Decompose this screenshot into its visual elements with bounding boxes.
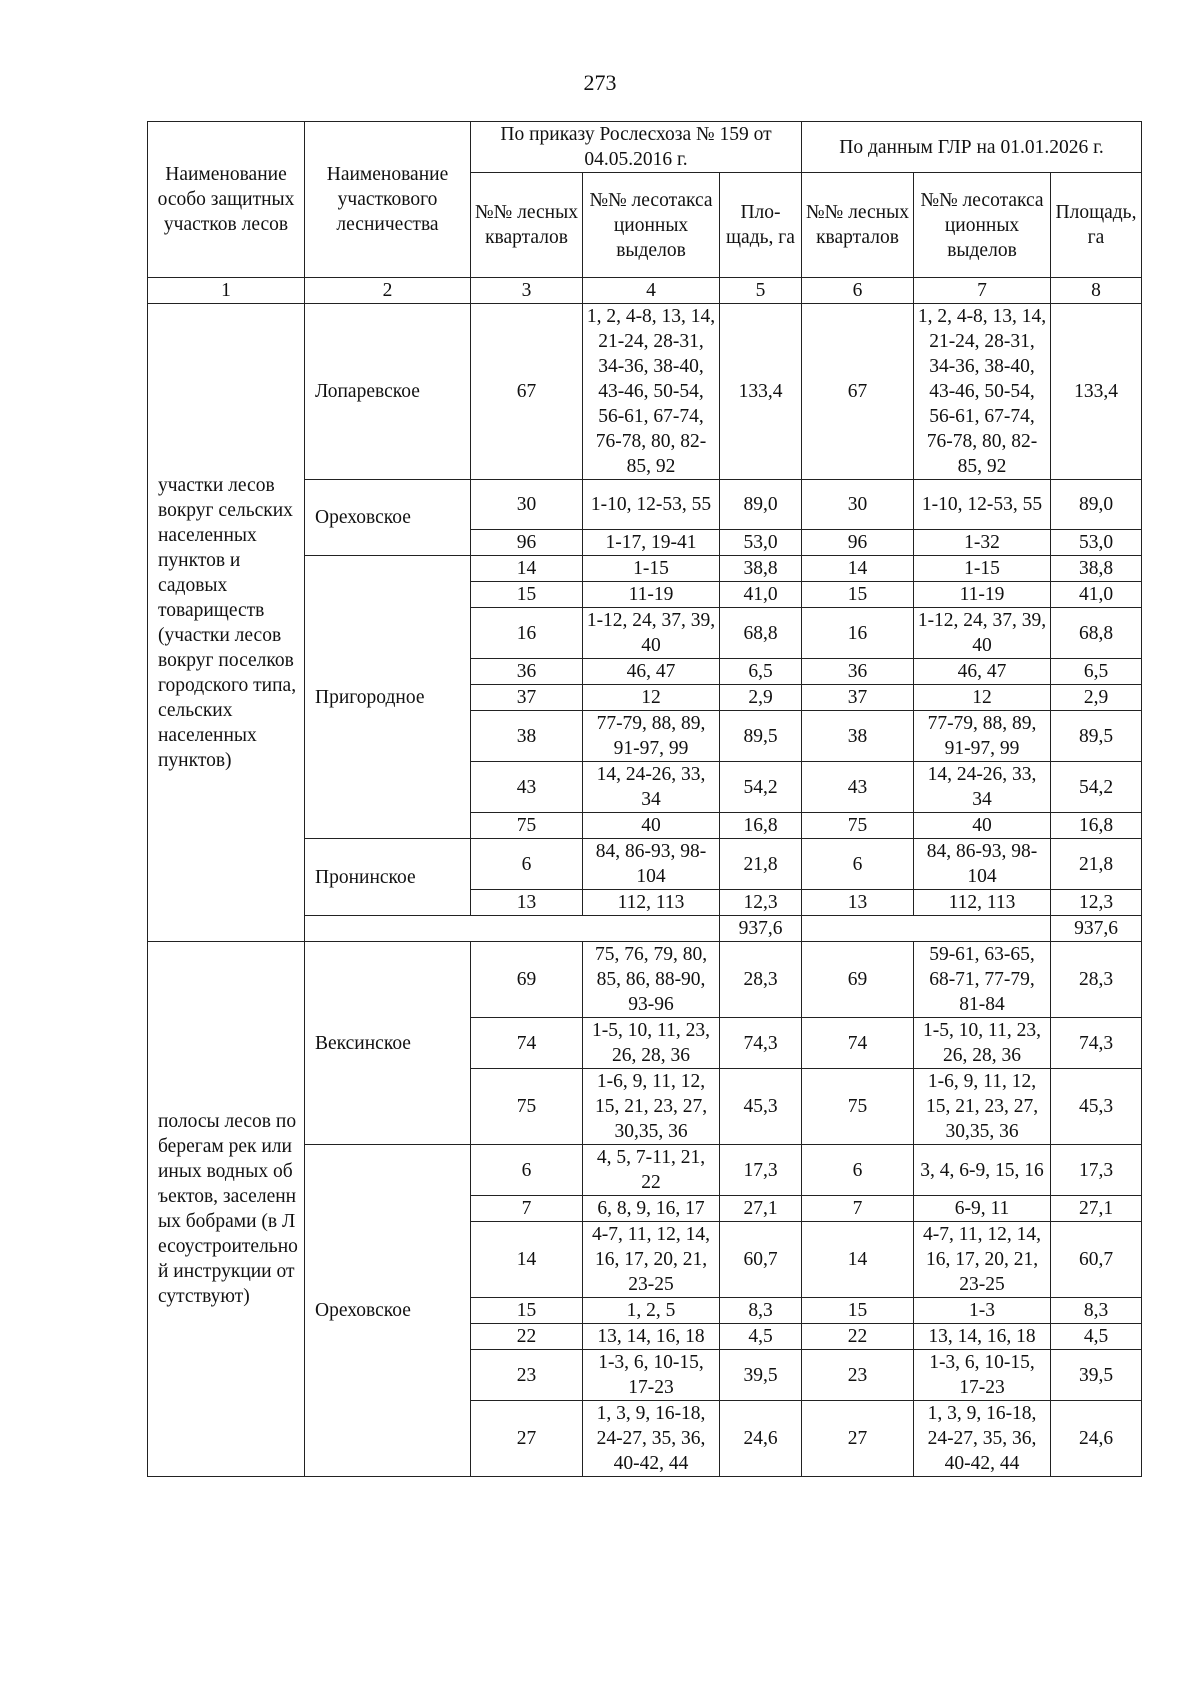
units-cell: 1-10, 12-53, 55: [914, 480, 1051, 530]
area-cell: 8,3: [1051, 1298, 1142, 1324]
area-cell: 41,0: [720, 582, 802, 608]
category-cell: полосы лесов по берегам рек или иных водных объектов, заселенных бобрами (в Лесоустроительной инструкции отсутствуют): [148, 942, 305, 1477]
quarter-cell: 37: [471, 685, 583, 711]
units-cell: 4-7, 11, 12, 14, 16, 17, 20, 21, 23-25: [583, 1222, 720, 1298]
units-cell: 1-5, 10, 11, 23, 26, 28, 36: [583, 1018, 720, 1069]
quarter-cell: 7: [471, 1196, 583, 1222]
area-cell: 60,7: [1051, 1222, 1142, 1298]
total-empty: [305, 916, 720, 942]
quarter-cell: 13: [471, 890, 583, 916]
quarter-cell: 6: [802, 1145, 914, 1196]
units-cell: 1-3, 6, 10-15, 17-23: [914, 1350, 1051, 1401]
header-group-order: По приказу Рослесхоза № 159 от 04.05.2016 г.: [471, 122, 802, 173]
units-cell: 12: [583, 685, 720, 711]
total-area-2: 937,6: [1051, 916, 1142, 942]
area-cell: 12,3: [720, 890, 802, 916]
area-cell: 39,5: [1051, 1350, 1142, 1401]
col-number: 6: [802, 278, 914, 304]
quarter-cell: 74: [471, 1018, 583, 1069]
quarter-cell: 6: [802, 839, 914, 890]
units-cell: 14, 24-26, 33, 34: [583, 762, 720, 813]
area-cell: 28,3: [720, 942, 802, 1018]
area-cell: 133,4: [720, 304, 802, 480]
area-cell: 27,1: [1051, 1196, 1142, 1222]
area-cell: 16,8: [1051, 813, 1142, 839]
units-cell: 84, 86-93, 98-104: [914, 839, 1051, 890]
quarter-cell: 30: [802, 480, 914, 530]
col-number: 4: [583, 278, 720, 304]
units-cell: 4-7, 11, 12, 14, 16, 17, 20, 21, 23-25: [914, 1222, 1051, 1298]
area-cell: 45,3: [1051, 1069, 1142, 1145]
quarter-cell: 15: [471, 582, 583, 608]
header-units-2: №№ лесотакса ционных выделов: [914, 173, 1051, 278]
units-cell: 14, 24-26, 33, 34: [914, 762, 1051, 813]
quarter-cell: 22: [471, 1324, 583, 1350]
forestry-cell: Вексинское: [305, 942, 471, 1145]
area-cell: 4,5: [720, 1324, 802, 1350]
total-area-1: 937,6: [720, 916, 802, 942]
table-row: [148, 942, 1142, 1018]
area-cell: 17,3: [1051, 1145, 1142, 1196]
area-cell: 89,0: [1051, 480, 1142, 530]
units-cell: 1-5, 10, 11, 23, 26, 28, 36: [914, 1018, 1051, 1069]
units-cell: 1, 3, 9, 16-18, 24-27, 35, 36, 40-42, 44: [914, 1401, 1051, 1477]
area-cell: 27,1: [720, 1196, 802, 1222]
quarter-cell: 16: [802, 608, 914, 659]
area-cell: 68,8: [720, 608, 802, 659]
units-cell: 112, 113: [583, 890, 720, 916]
quarter-cell: 75: [802, 813, 914, 839]
quarter-cell: 14: [471, 1222, 583, 1298]
total-empty: [802, 916, 1051, 942]
col-number: 5: [720, 278, 802, 304]
area-cell: 54,2: [1051, 762, 1142, 813]
quarter-cell: 6: [471, 1145, 583, 1196]
area-cell: 89,0: [720, 480, 802, 530]
quarter-cell: 36: [802, 659, 914, 685]
area-cell: 21,8: [720, 839, 802, 890]
quarter-cell: 16: [471, 608, 583, 659]
quarter-cell: 27: [471, 1401, 583, 1477]
area-cell: 89,5: [720, 711, 802, 762]
units-cell: 1, 3, 9, 16-18, 24-27, 35, 36, 40-42, 44: [583, 1401, 720, 1477]
units-cell: 1-15: [914, 556, 1051, 582]
area-cell: 74,3: [1051, 1018, 1142, 1069]
area-cell: 6,5: [1051, 659, 1142, 685]
forestry-cell: Ореховское: [305, 1145, 471, 1477]
area-cell: 45,3: [720, 1069, 802, 1145]
units-cell: 1, 2, 4-8, 13, 14, 21-24, 28-31, 34-36, 38-40, 43-46, 50-54, 56-61, 67-74, 76-78, 80, 82-85, 92: [914, 304, 1051, 480]
quarter-cell: 75: [802, 1069, 914, 1145]
quarter-cell: 13: [802, 890, 914, 916]
header-group-glr: По данным ГЛР на 01.01.2026 г.: [802, 122, 1142, 173]
quarter-cell: 36: [471, 659, 583, 685]
quarter-cell: 14: [802, 1222, 914, 1298]
units-cell: 1-6, 9, 11, 12, 15, 21, 23, 27, 30,35, 36: [583, 1069, 720, 1145]
table-row: [148, 304, 1142, 480]
area-cell: 89,5: [1051, 711, 1142, 762]
area-cell: 38,8: [720, 556, 802, 582]
category-cell: участки лесов вокруг сельских населенных пунктов и садовых товариществ (участки лесов вокруг поселков городского типа, сельских населенных пунктов): [148, 304, 305, 942]
units-cell: 112, 113: [914, 890, 1051, 916]
area-cell: 4,5: [1051, 1324, 1142, 1350]
units-cell: 11-19: [914, 582, 1051, 608]
units-cell: 46, 47: [583, 659, 720, 685]
area-cell: 24,6: [1051, 1401, 1142, 1477]
quarter-cell: 38: [802, 711, 914, 762]
header-category: Наименование особо защитных участков лесов: [148, 122, 305, 278]
quarter-cell: 74: [802, 1018, 914, 1069]
area-cell: 39,5: [720, 1350, 802, 1401]
quarter-cell: 69: [802, 942, 914, 1018]
forestry-cell: Лопаревское: [305, 304, 471, 480]
quarter-cell: 37: [802, 685, 914, 711]
col-number: 8: [1051, 278, 1142, 304]
area-cell: 53,0: [720, 530, 802, 556]
units-cell: 1-17, 19-41: [583, 530, 720, 556]
units-cell: 6-9, 11: [914, 1196, 1051, 1222]
area-cell: 54,2: [720, 762, 802, 813]
quarter-cell: 75: [471, 1069, 583, 1145]
units-cell: 6, 8, 9, 16, 17: [583, 1196, 720, 1222]
quarter-cell: 96: [471, 530, 583, 556]
units-cell: 1-3: [914, 1298, 1051, 1324]
units-cell: 77-79, 88, 89, 91-97, 99: [914, 711, 1051, 762]
col-number: 2: [305, 278, 471, 304]
forestry-cell: Пригородное: [305, 556, 471, 839]
quarter-cell: 67: [802, 304, 914, 480]
units-cell: 1-10, 12-53, 55: [583, 480, 720, 530]
quarter-cell: 38: [471, 711, 583, 762]
units-cell: 40: [914, 813, 1051, 839]
area-cell: 2,9: [1051, 685, 1142, 711]
col-number: 3: [471, 278, 583, 304]
units-cell: 1-6, 9, 11, 12, 15, 21, 23, 27, 30,35, 36: [914, 1069, 1051, 1145]
quarter-cell: 23: [471, 1350, 583, 1401]
area-cell: 16,8: [720, 813, 802, 839]
quarter-cell: 7: [802, 1196, 914, 1222]
units-cell: 11-19: [583, 582, 720, 608]
units-cell: 40: [583, 813, 720, 839]
area-cell: 38,8: [1051, 556, 1142, 582]
area-cell: 17,3: [720, 1145, 802, 1196]
units-cell: 1, 2, 4-8, 13, 14, 21-24, 28-31, 34-36, 38-40, 43-46, 50-54, 56-61, 67-74, 76-78, 80, 82-85, 92: [583, 304, 720, 480]
units-cell: 1-12, 24, 37, 39, 40: [583, 608, 720, 659]
units-cell: 12: [914, 685, 1051, 711]
quarter-cell: 43: [802, 762, 914, 813]
quarter-cell: 96: [802, 530, 914, 556]
area-cell: 21,8: [1051, 839, 1142, 890]
units-cell: 3, 4, 6-9, 15, 16: [914, 1145, 1051, 1196]
forestry-cell: Ореховское: [305, 480, 471, 556]
header-area-2: Площадь, га: [1051, 173, 1142, 278]
quarter-cell: 23: [802, 1350, 914, 1401]
units-cell: 84, 86-93, 98-104: [583, 839, 720, 890]
units-cell: 75, 76, 79, 80, 85, 86, 88-90, 93-96: [583, 942, 720, 1018]
area-cell: 68,8: [1051, 608, 1142, 659]
quarter-cell: 43: [471, 762, 583, 813]
area-cell: 53,0: [1051, 530, 1142, 556]
quarter-cell: 6: [471, 839, 583, 890]
units-cell: 59-61, 63-65, 68-71, 77-79, 81-84: [914, 942, 1051, 1018]
units-cell: 13, 14, 16, 18: [914, 1324, 1051, 1350]
quarter-cell: 15: [471, 1298, 583, 1324]
area-cell: 12,3: [1051, 890, 1142, 916]
quarter-cell: 14: [471, 556, 583, 582]
header-area-1: Пло-щадь, га: [720, 173, 802, 278]
quarter-cell: 15: [802, 582, 914, 608]
quarter-cell: 30: [471, 480, 583, 530]
header-quarters-2: №№ лесных кварталов: [802, 173, 914, 278]
units-cell: 77-79, 88, 89, 91-97, 99: [583, 711, 720, 762]
quarter-cell: 67: [471, 304, 583, 480]
area-cell: 60,7: [720, 1222, 802, 1298]
quarter-cell: 27: [802, 1401, 914, 1477]
quarter-cell: 69: [471, 942, 583, 1018]
area-cell: 2,9: [720, 685, 802, 711]
units-cell: 1-32: [914, 530, 1051, 556]
quarter-cell: 15: [802, 1298, 914, 1324]
quarter-cell: 22: [802, 1324, 914, 1350]
area-cell: 24,6: [720, 1401, 802, 1477]
units-cell: 4, 5, 7-11, 21, 22: [583, 1145, 720, 1196]
units-cell: 1, 2, 5: [583, 1298, 720, 1324]
units-cell: 1-3, 6, 10-15, 17-23: [583, 1350, 720, 1401]
header-forestry: Наименование участкового лесничества: [305, 122, 471, 278]
area-cell: 41,0: [1051, 582, 1142, 608]
forestry-cell: Пронинское: [305, 839, 471, 916]
area-cell: 133,4: [1051, 304, 1142, 480]
area-cell: 8,3: [720, 1298, 802, 1324]
units-cell: 1-12, 24, 37, 39, 40: [914, 608, 1051, 659]
area-cell: 28,3: [1051, 942, 1142, 1018]
area-cell: 74,3: [720, 1018, 802, 1069]
forest-areas-table: [147, 121, 1142, 1477]
header-units-1: №№ лесотакса ционных выделов: [583, 173, 720, 278]
col-number: 7: [914, 278, 1051, 304]
quarter-cell: 14: [802, 556, 914, 582]
units-cell: 46, 47: [914, 659, 1051, 685]
page-number: 273: [583, 70, 617, 95]
units-cell: 13, 14, 16, 18: [583, 1324, 720, 1350]
header-quarters-1: №№ лесных кварталов: [471, 173, 583, 278]
units-cell: 1-15: [583, 556, 720, 582]
area-cell: 6,5: [720, 659, 802, 685]
quarter-cell: 75: [471, 813, 583, 839]
col-number: 1: [148, 278, 305, 304]
